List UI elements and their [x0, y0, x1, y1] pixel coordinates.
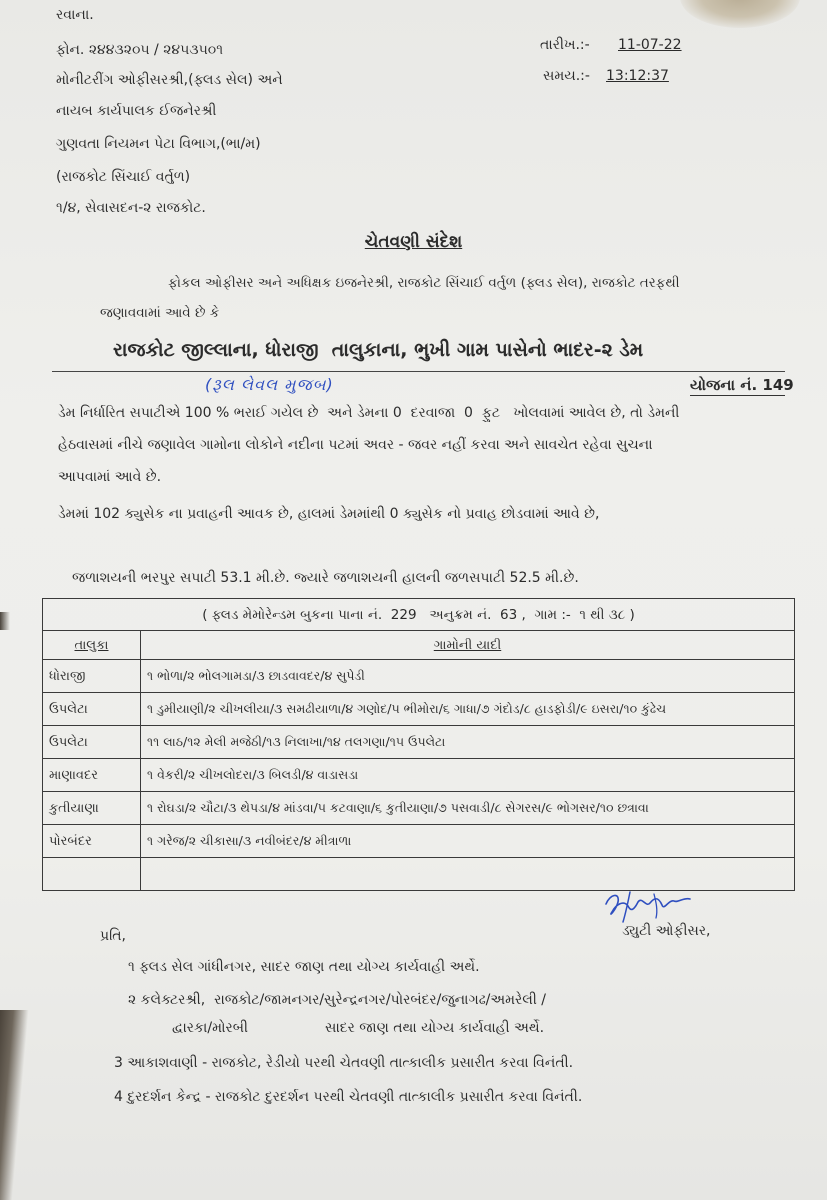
background-object [680, 0, 800, 28]
column-header-villages-text: ગામોની યાદી [433, 637, 502, 653]
photo-shadow-corner [0, 1010, 29, 1200]
table-row [43, 825, 795, 858]
sender-line-address: ૧/૪, સેવાસદન-૨ રાજકોટ. [56, 200, 206, 216]
inflow-statement: ડેમમાં 102 ક્યુસેક ના પ્રવાહની આવક છે, હાલમાં ડેમમાંથી 0 ક્યુસેક નો પ્રવાહ છોડવામાં આવે છે, [58, 506, 600, 522]
village-table [42, 598, 795, 891]
photo-edge-mark [0, 612, 10, 630]
dispatch-label: રવાના. [56, 7, 94, 23]
time-label: સમય.:- [543, 68, 590, 84]
divider-line [52, 371, 785, 372]
villages-cell [141, 858, 795, 891]
recipient-4: 4 દુરદર્શન કેન્દ્ર - રાજકોટ દુરદર્શન પરથી ચેતવણી તાત્કાલીક પ્રસારીત કરવા વિનંતી. [114, 1089, 583, 1105]
body-line-3: આપવામાં આવે છે. [58, 469, 162, 485]
table-row [43, 792, 795, 825]
column-header-taluka-text: તાલુકા [74, 637, 109, 653]
table-row-empty [43, 858, 795, 891]
villages-cell: ૧ વેકરી/૨ ચીખલોદરા/૩ બિલડી/૪ વાડાસડા [141, 759, 795, 792]
date-value: 11-07-22 [618, 37, 682, 53]
villages-cell: ૧ ગરેજ/૨ ચીકાસા/૩ નવીબંદર/૪ મીત્રાળા [141, 825, 795, 858]
phone-numbers: ફોન. ૨૪૪૩૨૦૫ / ૨૪૫૩૫૦૧ [56, 42, 224, 58]
villages-cell: ૧ ડુમીયાણી/૨ ચીખલીયા/૩ સમઢીયાળા/૪ ગણોદ/૫ ભીમોરા/૬ ગાધા/૭ ગંદોડ/૮ હાડફોડી/૯ ઇસરા/૧૦ કુંઢેચ [141, 693, 795, 726]
column-header-taluka [43, 631, 141, 660]
taluka-cell: ઉપલેટા [43, 693, 141, 726]
memorandum-reference: ( ફ્લડ મેમોરેન્ડમ બુકના પાના નં. 229 અનુક્રમ નં. 63 , ગામ :- ૧ થી ૩૮ ) [43, 599, 795, 631]
recipient-2-line-2-districts: દ્વારકા/મોરબી [172, 1020, 248, 1036]
taluka-cell: પોરબંદર [43, 825, 141, 858]
duty-officer-designation: ડ્યુટી ઓફીસર, [622, 923, 711, 939]
time-value: 13:12:37 [606, 68, 669, 84]
sender-line-circle: (રાજકોટ સિંચાઈ વર્તુળ) [56, 169, 191, 185]
sender-line-deputy-engineer: નાયબ કાર્યપાલક ઈજનેરશ્રી [56, 103, 217, 119]
taluka-cell: માણાવદર [43, 759, 141, 792]
table-reference-row [43, 599, 795, 631]
sender-line-subdivision: ગુણવતા નિયમન પેટા વિભાગ,(ભા/મ) [56, 136, 261, 152]
taluka-cell: કુતીયાણા [43, 792, 141, 825]
body-line-2: હેઠવાસમાં નીચે જણાવેલ ગામોના લોકોને નદીના પટમાં અવર - જવર નહીં કરવા અને સાવચેત રહેવા સુચના [58, 437, 653, 453]
body-line-1: ડેમ નિર્ધારિત સપાટીએ 100 % ભરાઈ ગયેલ છે અને ડેમના 0 દરવાજા 0 ફુટ ખોલવામાં આવેલ છે, તો ડેમની [58, 405, 680, 421]
scheme-number: યોજના નં. 149 [690, 376, 794, 394]
date-label: તારીખ.:- [540, 37, 590, 53]
taluka-cell: ઉપલેટા [43, 726, 141, 759]
intro-line-1: ફોકલ ઓફીસર અને અધિક્ષક ઇજનેરશ્રી, રાજકોટ સિંચાઈ વર્તુળ (ફ્લડ સેલ), રાજકોટ તરફથી [168, 275, 680, 291]
intro-line-2: જણાવવામાં આવે છે કે [100, 305, 220, 321]
column-header-villages [141, 631, 795, 660]
document-title [0, 233, 827, 251]
recipient-1: ૧ ફ્લડ સેલ ગાંધીનગર, સાદર જાણ તથા યોગ્ય કાર્યવાહી અર્થે. [128, 959, 480, 975]
reservoir-levels-statement: જળાશયની ભરપુર સપાટી 53.1 મી.છે. જ્યારે જળાશયની હાલની જળસપાટી 52.5 મી.છે. [72, 570, 579, 586]
sender-line-monitoring-officer: મોનીટરીંગ ઓફીસરશ્રી,(ફ્લડ સેલ) અને [56, 72, 283, 88]
recipient-2-line-1: ૨ કલેક્ટરશ્રી, રાજકોટ/જામનગર/સુરેન્દ્રનગર/પોરબંદર/જુનાગઢ/અમરેલી / [128, 992, 547, 1008]
taluka-cell: ધોરાજી [43, 660, 141, 693]
table-row [43, 693, 795, 726]
table-header-row [43, 631, 795, 660]
recipient-3: 3 આકાશવાણી - રાજકોટ, રેડીયો પરથી ચેતવણી તાત્કાલીક પ્રસારીત કરવા વિનંતી. [114, 1055, 574, 1071]
villages-cell: ૧ ભોળા/૨ ભોલગામડા/૩ છાડવાવદર/૪ સુપેડી [141, 660, 795, 693]
dam-heading: રાજકોટ જીલ્લાના, ધોરાજી તાલુકાના, ભુખી ગામ પાસેનો ભાદર-૨ ડેમ [113, 339, 644, 361]
handwritten-note: (રૂલ લેવલ મુજબ) [205, 375, 334, 394]
recipient-2-line-2-action: સાદર જાણ તથા યોગ્ય કાર્યવાહી અર્થે. [325, 1020, 545, 1036]
villages-cell: ૧૧ લાઠ/૧૨ મેલી મજેઠી/૧૩ નિલાખા/૧૪ તલગણા/૧૫ ઉપલેટા [141, 726, 795, 759]
table-row [43, 726, 795, 759]
recipients-heading: પ્રતિ, [100, 928, 126, 944]
document-title-text: ચેતવણી સંદેશ [364, 232, 463, 252]
taluka-cell [43, 858, 141, 891]
villages-cell: ૧ રોઘડા/૨ ચૌટા/૩ થેપડા/૪ માંડવા/૫ કટવાણા/૬ કુતીયાણા/૭ પસવાડી/૮ સેગરસ/૯ ભોગસર/૧૦ છત્રાવા [141, 792, 795, 825]
table-row [43, 759, 795, 792]
table-row [43, 660, 795, 693]
